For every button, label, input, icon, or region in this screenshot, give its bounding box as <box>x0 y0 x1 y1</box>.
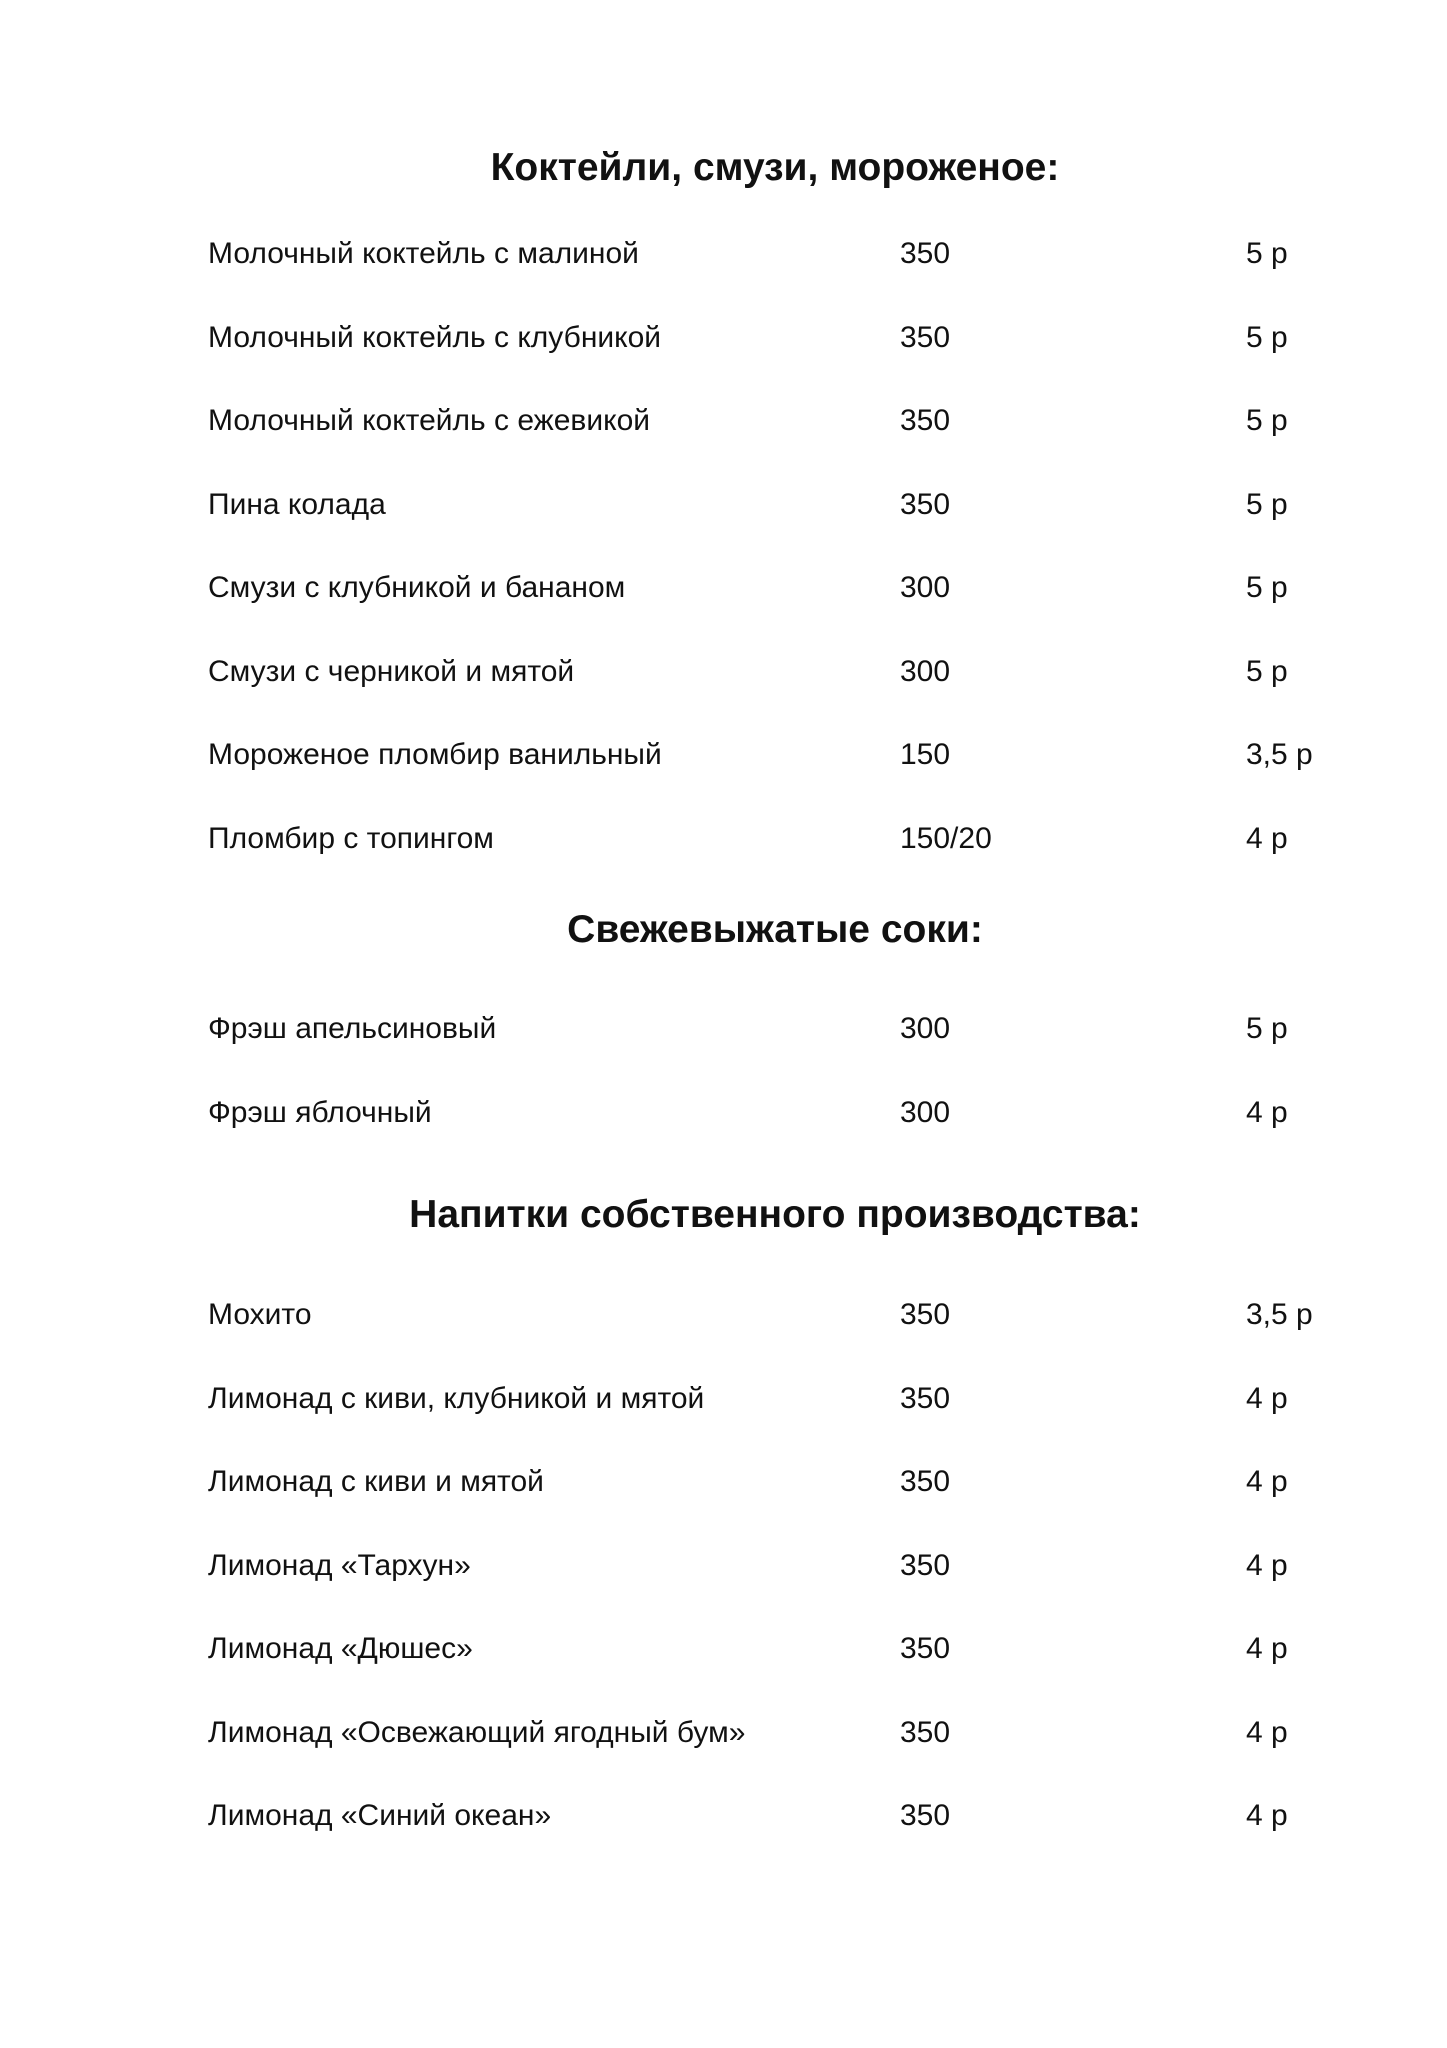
item-price: 4 р <box>1246 1549 1288 1582</box>
item-volume: 350 <box>900 488 951 521</box>
menu-row <box>208 819 1368 859</box>
item-price: 5 р <box>1246 237 1288 270</box>
item-price: 4 р <box>1246 822 1288 855</box>
item-name: Лимонад с киви, клубникой и мятой <box>208 1382 705 1415</box>
item-volume: 300 <box>900 571 951 604</box>
menu-row <box>208 1629 1368 1669</box>
menu-row <box>208 1796 1368 1836</box>
menu-row <box>208 1713 1368 1753</box>
item-price: 5 р <box>1246 655 1288 688</box>
item-volume: 350 <box>900 1549 951 1582</box>
item-price: 4 р <box>1246 1382 1288 1415</box>
item-volume: 350 <box>900 321 951 354</box>
menu-row <box>208 1009 1368 1049</box>
item-price: 5 р <box>1246 404 1288 437</box>
menu-row <box>208 1379 1368 1419</box>
section-title-house-drinks: Напитки собственного производства: <box>409 1193 1141 1236</box>
item-name: Лимонад «Освежающий ягодный бум» <box>208 1716 746 1749</box>
item-name: Молочный коктейль с клубникой <box>208 321 662 354</box>
menu-row <box>208 652 1368 692</box>
menu-row <box>208 234 1368 274</box>
item-price: 5 р <box>1246 321 1288 354</box>
menu-row <box>208 735 1368 775</box>
item-volume: 150/20 <box>900 822 992 855</box>
item-price: 4 р <box>1246 1799 1288 1832</box>
item-volume: 350 <box>900 404 951 437</box>
item-name: Мороженое пломбир ванильный <box>208 738 662 771</box>
menu-row <box>208 1093 1368 1133</box>
item-volume: 300 <box>900 1012 951 1045</box>
section-title-juices: Свежевыжатые соки: <box>567 908 983 951</box>
item-volume: 350 <box>900 1799 951 1832</box>
item-name: Молочный коктейль с малиной <box>208 237 639 270</box>
item-volume: 300 <box>900 1096 951 1129</box>
item-name: Лимонад «Дюшес» <box>208 1632 473 1665</box>
item-name: Смузи с черникой и мятой <box>208 655 575 688</box>
item-name: Лимонад «Тархун» <box>208 1549 471 1582</box>
item-name: Фрэш апельсиновый <box>208 1012 497 1045</box>
item-volume: 300 <box>900 655 951 688</box>
item-name: Лимонад «Синий океан» <box>208 1799 552 1832</box>
item-volume: 350 <box>900 1716 951 1749</box>
menu-row <box>208 485 1368 525</box>
item-name: Пина колада <box>208 488 386 521</box>
menu-row <box>208 1462 1368 1502</box>
item-name: Смузи с клубникой и бананом <box>208 571 626 604</box>
item-volume: 150 <box>900 738 951 771</box>
item-volume: 350 <box>900 1382 951 1415</box>
menu-row <box>208 1295 1368 1335</box>
item-name: Пломбир с топингом <box>208 822 494 855</box>
item-price: 4 р <box>1246 1465 1288 1498</box>
item-price: 5 р <box>1246 571 1288 604</box>
item-volume: 350 <box>900 1465 951 1498</box>
section-title-cocktails: Коктейли, смузи, мороженое: <box>490 146 1060 189</box>
item-name: Мохито <box>208 1298 312 1331</box>
item-price: 4 р <box>1246 1096 1288 1129</box>
item-price: 4 р <box>1246 1716 1288 1749</box>
item-price: 3,5 р <box>1246 738 1313 771</box>
item-price: 5 р <box>1246 1012 1288 1045</box>
item-name: Молочный коктейль с ежевикой <box>208 404 651 437</box>
item-volume: 350 <box>900 1632 951 1665</box>
menu-row <box>208 568 1368 608</box>
menu-row <box>208 318 1368 358</box>
menu-row <box>208 401 1368 441</box>
item-price: 5 р <box>1246 488 1288 521</box>
item-price: 4 р <box>1246 1632 1288 1665</box>
item-name: Фрэш яблочный <box>208 1096 432 1129</box>
item-volume: 350 <box>900 237 951 270</box>
item-name: Лимонад с киви и мятой <box>208 1465 544 1498</box>
item-price: 3,5 р <box>1246 1298 1313 1331</box>
menu-row <box>208 1546 1368 1586</box>
item-volume: 350 <box>900 1298 951 1331</box>
